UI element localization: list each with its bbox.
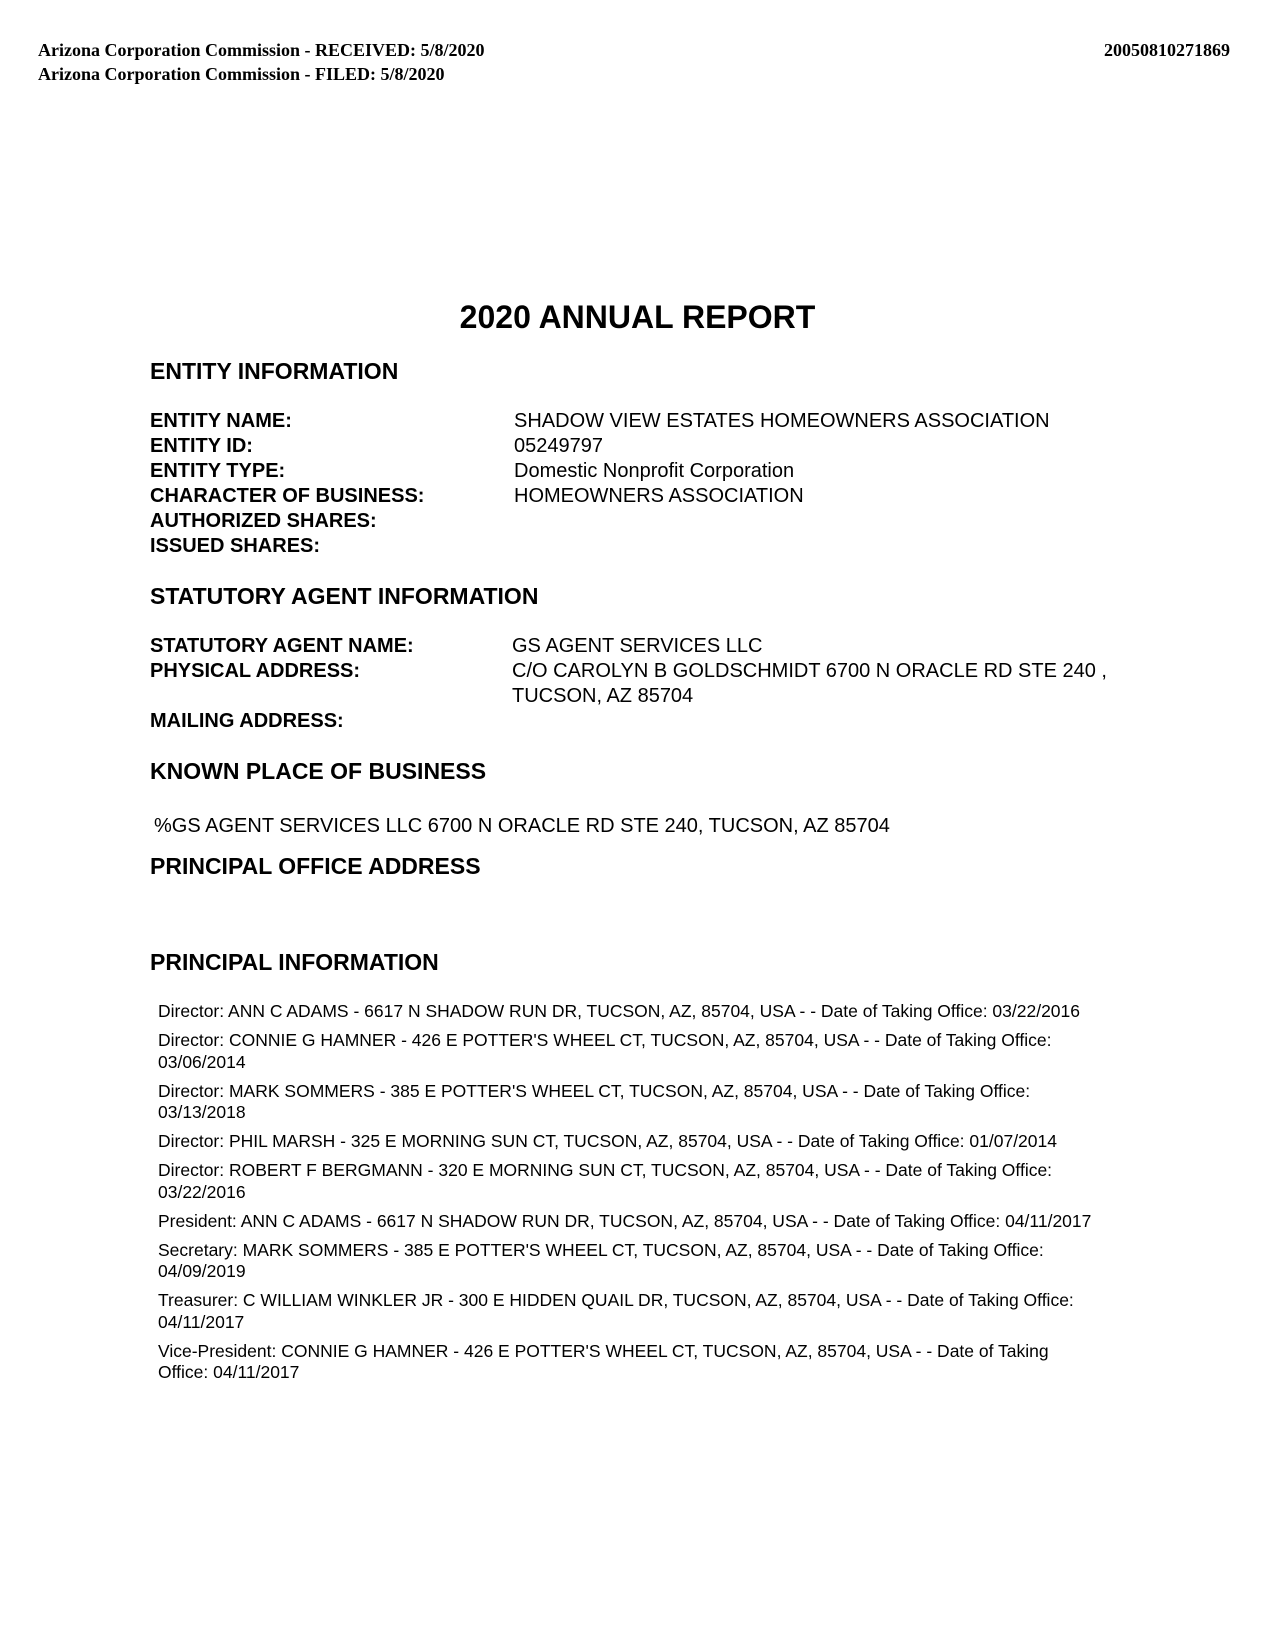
- authorized-shares-label: AUTHORIZED SHARES:: [150, 510, 377, 532]
- principal-entry: Director: ANN C ADAMS - 6617 N SHADOW RUN DR, TUCSON, AZ, 85704, USA - - Date of Taking Office: 03/22/2016: [158, 1001, 1081, 1021]
- character-of-business-value: HOMEOWNERS ASSOCIATION: [514, 485, 804, 507]
- entity-information-heading: ENTITY INFORMATION: [150, 358, 399, 384]
- principal-entry: Director: MARK SOMMERS - 385 E POTTER'S WHEEL CT, TUCSON, AZ, 85704, USA - - Date of Taking Office: 03/13/2018: [158, 1080, 1031, 1122]
- entity-type-value: Domestic Nonprofit Corporation: [514, 460, 795, 482]
- character-of-business-label: CHARACTER OF BUSINESS:: [150, 485, 425, 507]
- entity-name-value: SHADOW VIEW ESTATES HOMEOWNERS ASSOCIATION: [514, 410, 1050, 432]
- principal-list: [158, 1001, 1093, 1391]
- known-place-address: %GS AGENT SERVICES LLC 6700 N ORACLE RD STE 240, TUCSON, AZ 85704: [154, 815, 890, 837]
- issued-shares-label: ISSUED SHARES:: [150, 535, 321, 557]
- statutory-agent-heading: STATUTORY AGENT INFORMATION: [150, 583, 539, 609]
- entity-type-label: ENTITY TYPE:: [150, 460, 286, 482]
- entity-id-value: 05249797: [514, 435, 603, 457]
- principal-entry: Vice-President: CONNIE G HAMNER - 426 E POTTER'S WHEEL CT, TUCSON, AZ, 85704, USA - - Date of Taking Office: 04/11/2017: [158, 1340, 1049, 1382]
- entity-id-label: ENTITY ID:: [150, 435, 253, 457]
- principal-information-heading: PRINCIPAL INFORMATION: [150, 949, 439, 975]
- statutory-agent-name-label: STATUTORY AGENT NAME:: [150, 635, 414, 657]
- principal-entry: Treasurer: C WILLIAM WINKLER JR - 300 E HIDDEN QUAIL DR, TUCSON, AZ, 85704, USA - - Date of Taking Office: 04/11/2017: [158, 1290, 1074, 1332]
- principal-entry: President: ANN C ADAMS - 6617 N SHADOW RUN DR, TUCSON, AZ, 85704, USA - - Date of Taking Office: 04/11/2017: [158, 1210, 1092, 1231]
- page-title: 2020 ANNUAL REPORT: [459, 299, 816, 335]
- principal-entry: Director: ROBERT F BERGMANN - 320 E MORNING SUN CT, TUCSON, AZ, 85704, USA - - Date of Taking Office: 03/22/2016: [158, 1160, 1053, 1202]
- filing-stamp: [38, 38, 485, 86]
- filed-line: Arizona Corporation Commission - FILED: 5/8/2020: [38, 64, 445, 84]
- received-line: Arizona Corporation Commission - RECEIVED: 5/8/2020: [38, 40, 485, 60]
- principal-entry: Director: CONNIE G HAMNER - 426 E POTTER'S WHEEL CT, TUCSON, AZ, 85704, USA - - Date of Taking Office: 03/06/2014: [158, 1030, 1052, 1072]
- mailing-address-label: MAILING ADDRESS:: [150, 710, 344, 732]
- physical-address-value: C/O CAROLYN B GOLDSCHMIDT 6700 N ORACLE RD STE 240 , TUCSON, AZ 85704: [512, 660, 1107, 707]
- known-place-heading: KNOWN PLACE OF BUSINESS: [150, 758, 487, 784]
- entity-name-label: ENTITY NAME:: [150, 410, 292, 432]
- document-number: 20050810271869: [1104, 40, 1230, 60]
- principal-entry: Director: PHIL MARSH - 325 E MORNING SUN CT, TUCSON, AZ, 85704, USA - - Date of Taking Office: 01/07/2014: [158, 1131, 1057, 1151]
- principal-entry: Secretary: MARK SOMMERS - 385 E POTTER'S WHEEL CT, TUCSON, AZ, 85704, USA - - Date of Taking Office: 04/09/2019: [158, 1239, 1044, 1281]
- principal-office-heading: PRINCIPAL OFFICE ADDRESS: [150, 853, 481, 879]
- physical-address-label: PHYSICAL ADDRESS:: [150, 660, 361, 682]
- statutory-agent-name-value: GS AGENT SERVICES LLC: [512, 635, 763, 657]
